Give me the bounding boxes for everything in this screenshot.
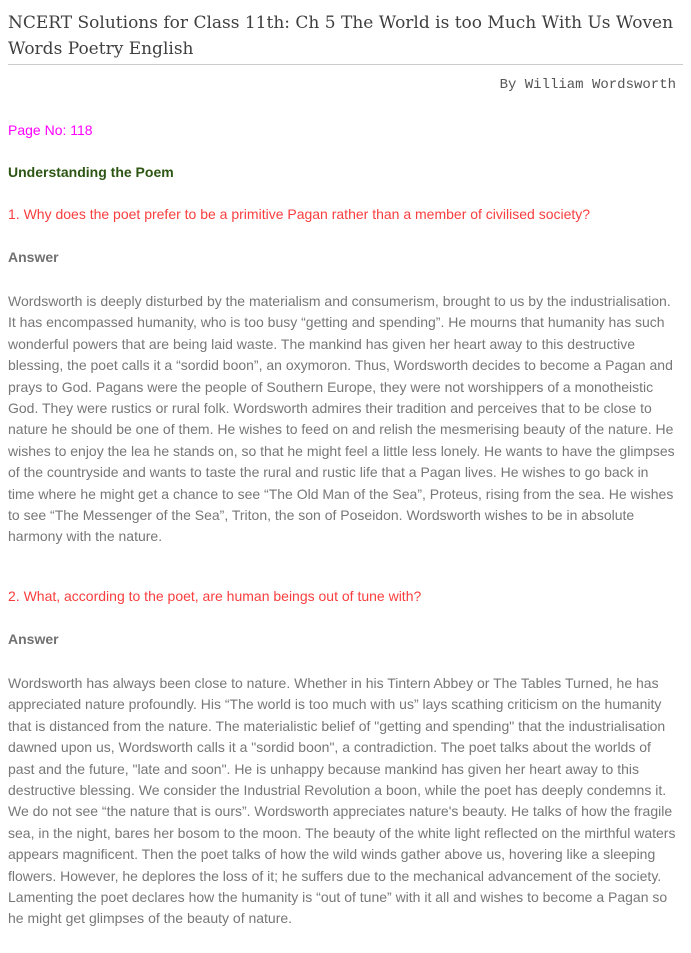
divider	[8, 64, 683, 65]
answer-text-1: Wordsworth is deeply disturbed by the materialism and consumerism, brought to us by the industrialisation. It has encompassed humanity, who is too busy “getting and spending”. He mourns that humanity has such wonderful powers that are being laid waste. The mankind has given her heart away to this destructive blessing, the poet calls it a “sordid boon”, an oxymoron. Thus, Wordsworth decides to become a Pagan and prays to God. Pagans were the people of Southern Europe, they were not worshippers of a monotheistic God. They were rustics or rural folk. Wordsworth admires their tradition and perceives that to be close to nature he should be one of them. He wishes to feed on and relish the mesmerising beauty of the nature. He wishes to enjoy the lea he stands on, so that he might feel a little less lonely. He wants to have the glimpses of the countryside and wants to taste the rural and rustic life that a Pagan lives. He wishes to go back in time where he might get a chance to see “The Old Man of the Sea”, Proteus, rising from the sea. He wishes to see “The Messenger of the Sea”, Triton, the son of Poseidon. Wordsworth wishes to be in absolute harmony with the nature.	[8, 293, 675, 545]
page-number: Page No: 118	[8, 122, 93, 138]
answer-text-2: Wordsworth has always been close to nature. Whether in his Tintern Abbey or The Tables Turned, he has appreciated nature profoundly. His “The world is too much with us” lays scathing criticism on the humanity that is distanced from the nature. The materialistic belief of "getting and spending" that the industrialisation dawned upon us, Wordsworth calls it a "sordid boon", a contradiction. The poet talks about the worlds of past and the future, "late and soon". He is unhappy because mankind has given her heart away to this destructive blessing. We consider the Industrial Revolution a boon, while the poet has deeply condemns it. We do not see “the nature that is ours”. Wordsworth appreciates nature's beauty. He talks of how the fragile sea, in the night, bares her bosom to the moon. The beauty of the white light reflected on the mirthful waters appears magnificent. Then the poet talks of how the wild winds gather above us, hovering like a sleeping flowers. However, he deplores the loss of it; he suffers due to the mechanical advancement of the society. Lamenting the poet declares how the humanity is “out of tune” with it all and wishes to become a Pagan so he might get glimpses of the beauty of nature.	[8, 674, 676, 927]
page-title: NCERT Solutions for Class 11th: Ch 5 The World is too Much With Us Woven Words Poetry English	[8, 13, 674, 59]
byline: By William Wordsworth	[499, 77, 676, 93]
section-heading: Understanding the Poem	[8, 164, 174, 180]
question-2: 2. What, according to the poet, are human beings out of tune with?	[8, 587, 422, 604]
answer-label-1: Answer	[8, 249, 59, 265]
answer-label-2: Answer	[8, 630, 59, 647]
question-1: 1. Why does the poet prefer to be a primitive Pagan rather than a member of civilised society?	[8, 206, 591, 222]
